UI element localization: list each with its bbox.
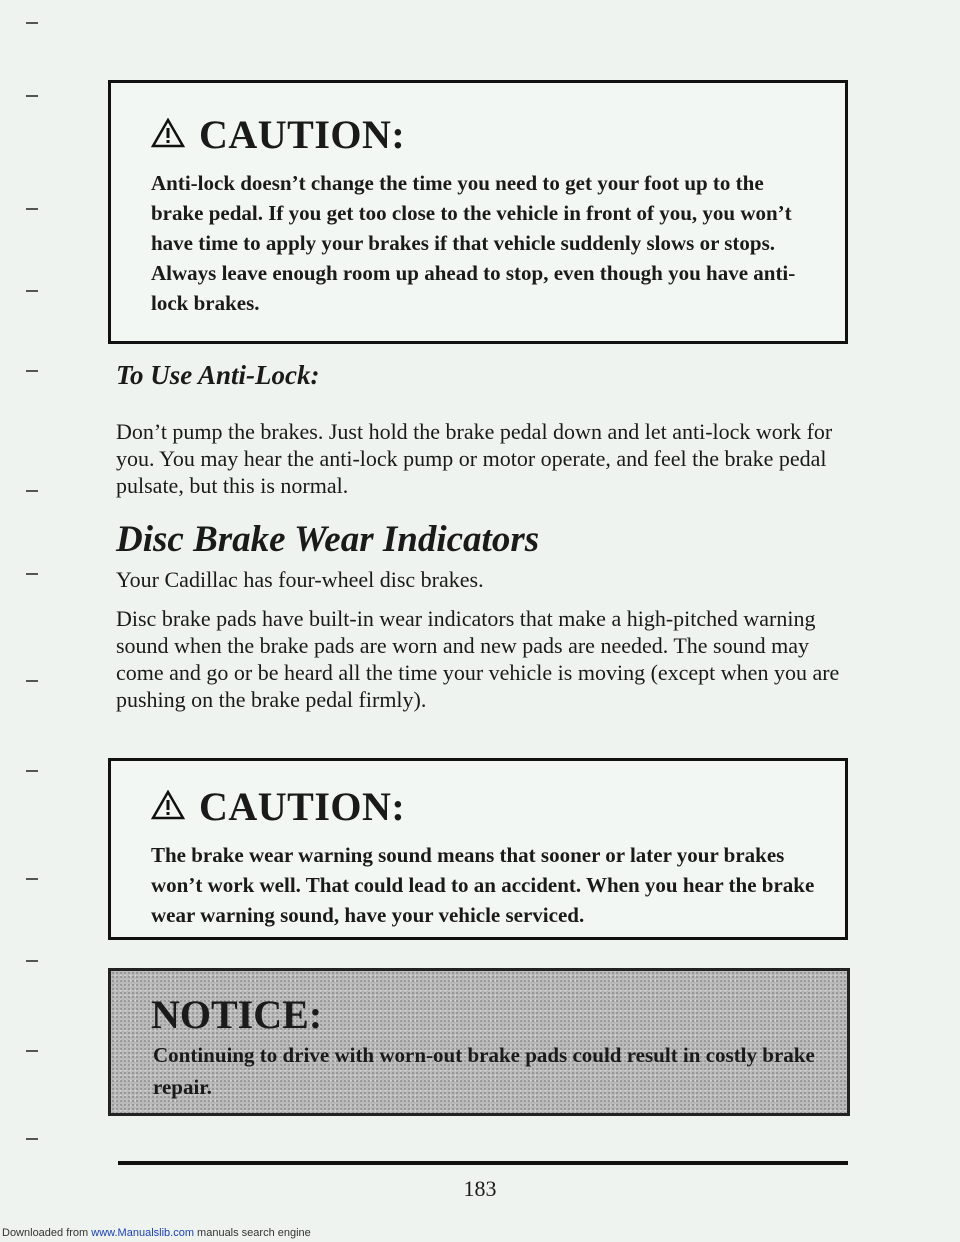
- notice-box: [108, 968, 850, 1116]
- download-footer: [2, 1227, 311, 1239]
- margin-mark: [26, 208, 38, 210]
- paragraph-wear-indicators: Disc brake pads have built-in wear indicators that make a high-pitched warning sound when the brake pads are worn and new pads are needed. The sound may come and go or be heard all the time your vehicle is moving (except when you are pushing on the brake pedal firmly).: [116, 606, 840, 712]
- page-number: 183: [463, 1176, 497, 1201]
- margin-mark: [26, 960, 38, 962]
- subheading-use-antilock: To Use Anti-Lock:: [116, 360, 320, 390]
- caution-heading: [151, 111, 815, 158]
- margin-mark: [26, 770, 38, 772]
- margin-mark: [26, 95, 38, 97]
- margin-mark: [26, 290, 38, 292]
- notice-heading: NOTICE:: [151, 992, 323, 1037]
- paragraph-use-antilock: Don’t pump the brakes. Just hold the brake pedal down and let anti-lock work for you. You may hear the anti-lock pump or motor operate, and feel the brake pedal pulsate, but this is normal.: [116, 419, 833, 498]
- caution-heading-text: CAUTION:: [199, 784, 406, 829]
- footer-suffix: manuals search engine: [197, 1227, 311, 1239]
- margin-mark: [26, 370, 38, 372]
- margin-mark: [26, 573, 38, 575]
- margin-mark: [26, 680, 38, 682]
- caution-box-antilock: [108, 80, 848, 344]
- section-title: Disc Brake Wear Indicators: [116, 519, 540, 560]
- caution-box-brake-wear: [108, 758, 848, 940]
- caution-heading-text: CAUTION:: [199, 112, 406, 157]
- caution-text: The brake wear warning sound means that sooner or later your brakes won’t work well. That could lead to an accident. When you hear the brake wear warning sound, have your vehicle serviced.: [151, 843, 815, 927]
- footer-rule: [118, 1161, 848, 1165]
- warning-triangle-icon: [151, 783, 185, 830]
- margin-mark: [26, 490, 38, 492]
- caution-text: Anti-lock doesn’t change the time you need to get your foot up to the brake pedal. If you get too close to the vehicle in front of you, you won’t have time to apply your brakes if that vehicle suddenly slows or stops. Always leave enough room up ahead to stop, even though you have anti-lock brakes.: [151, 171, 796, 315]
- margin-mark: [26, 878, 38, 880]
- caution-heading: [151, 783, 815, 830]
- footer-prefix: Downloaded from: [2, 1227, 89, 1239]
- footer-link[interactable]: www.Manualslib.com: [91, 1227, 194, 1239]
- paragraph-four-wheel: Your Cadillac has four-wheel disc brakes.: [116, 567, 484, 592]
- margin-mark: [26, 1138, 38, 1140]
- notice-text: Continuing to drive with worn-out brake pads could result in costly brake repair.: [153, 1043, 815, 1099]
- margin-mark: [26, 1050, 38, 1052]
- warning-triangle-icon: [151, 111, 185, 158]
- margin-mark: [26, 22, 38, 24]
